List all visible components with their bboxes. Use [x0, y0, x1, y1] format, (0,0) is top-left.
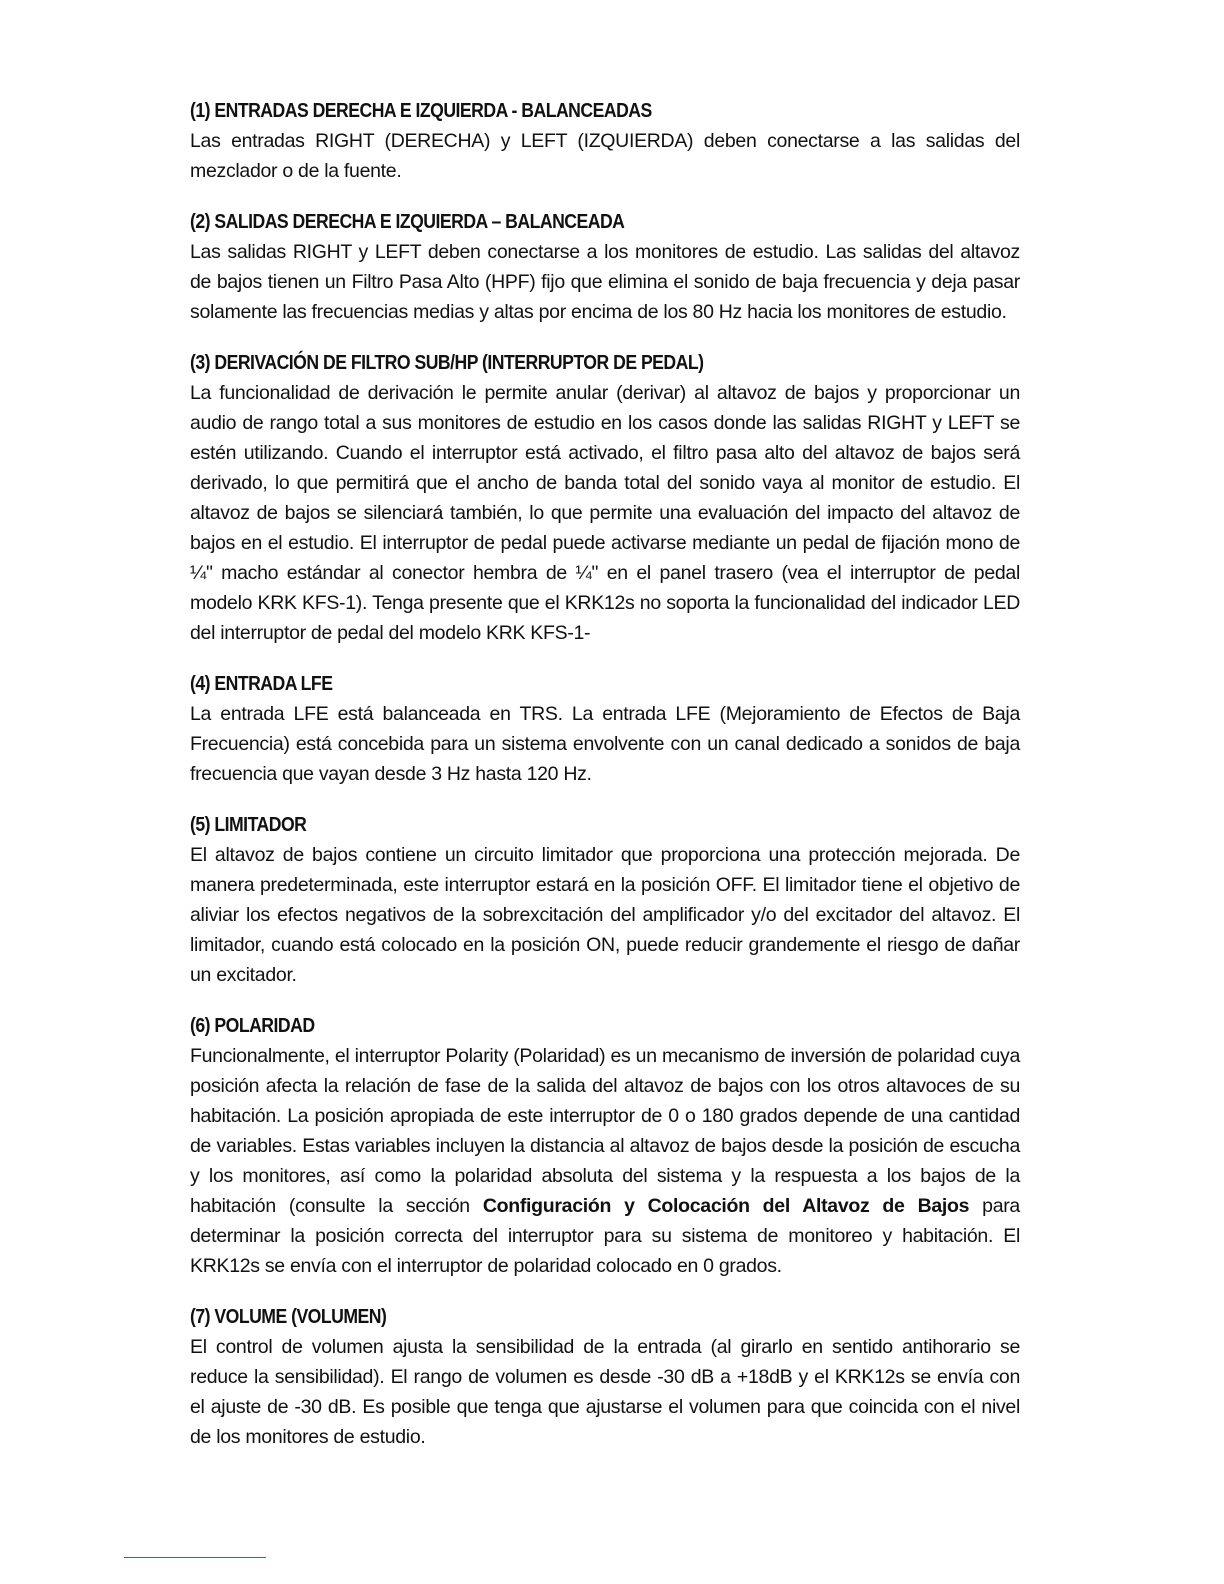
section-body: El altavoz de bajos contiene un circuito limitador que proporciona una protección mejorada. De manera predeterminada, este interruptor estará en la posición OFF. El limitador tiene el objetivo de aliviar los efectos negativos de la sobrexcitación del amplificador y/o del excitador del altavoz. El limitador, cuando está colocado en la posición ON, puede reducir grandemente el riesgo de dañar un excitador.	[190, 844, 1020, 986]
section-body: Las salidas RIGHT y LEFT deben conectarse a los monitores de estudio. Las salidas del altavoz de bajos tienen un Filtro Pasa Alto (HPF) fijo que elimina el sonido de baja frecuencia y deja pasar solamente las frecuencias medias y altas por encima de los 80 Hz hacia los monitores de estudio.	[190, 241, 1020, 323]
section-body: Las entradas RIGHT (DERECHA) y LEFT (IZQUIERDA) deben conectarse a las salidas del mezclador o de la fuente.	[190, 130, 1020, 182]
footnote-divider	[124, 1557, 266, 1558]
section-heading: (7) VOLUME (VOLUMEN)	[190, 1305, 387, 1328]
section-body	[190, 1041, 1020, 1281]
section-body: El control de volumen ajusta la sensibilidad de la entrada (al girarlo en sentido antihorario se reduce la sensibilidad). El rango de volumen es desde -30 dB a +18dB y el KRK12s se envía con el ajuste de -30 dB. Es posible que tenga que ajustarse el volumen para que coincida con el nivel de los monitores de estudio.	[190, 1336, 1020, 1448]
section-polaridad	[190, 1011, 1020, 1281]
section-entradas	[190, 96, 1020, 186]
document-page	[190, 96, 1020, 1473]
section-reference-link-text: Configuración y Colocación del Altavoz de Bajos	[482, 1195, 970, 1217]
section-entrada-lfe	[190, 669, 1020, 789]
body-text-after: para determinar la posición correcta del interruptor para su sistema de monitoreo y habitación. El KRK12s se envía con el interruptor de polaridad colocado en 0 grados.	[190, 1195, 1020, 1277]
section-salidas	[190, 207, 1020, 327]
section-heading: (2) SALIDAS DERECHA E IZQUIERDA – BALANCEADA	[190, 210, 625, 233]
section-heading: (5) LIMITADOR	[190, 813, 307, 836]
section-body: La funcionalidad de derivación le permite anular (derivar) al altavoz de bajos y proporcionar un audio de rango total a sus monitores de estudio en los casos donde las salidas RIGHT y LEFT se estén utilizando. Cuando el interruptor está activado, el filtro pasa alto del altavoz de bajos será derivado, lo que permitirá que el ancho de banda total del sonido vaya al monitor de estudio. El altavoz de bajos se silenciará también, lo que permite una evaluación del impacto del altavoz de bajos en el estudio. El interruptor de pedal puede activarse mediante un pedal de fijación mono de ¼" macho estándar al conector hembra de ¼" en el panel trasero (vea el interruptor de pedal modelo KRK KFS-1). Tenga presente que el KRK12s no soporta la funcionalidad del indicador LED del interruptor de pedal del modelo KRK KFS-1-	[190, 382, 1020, 644]
section-derivacion	[190, 348, 1020, 648]
section-heading: (3) DERIVACIÓN DE FILTRO SUB/HP (INTERRUPTOR DE PEDAL)	[190, 351, 704, 374]
body-text-before: Funcionalmente, el interruptor Polarity (Polaridad) es un mecanismo de inversión de polaridad cuya posición afecta la relación de fase de la salida del altavoz de bajos con los otros altavoces de su habitación. La posición apropiada de este interruptor de 0 o 180 grados depende de una cantidad de variables. Estas variables incluyen la distancia al altavoz de bajos desde la posición de escucha y los monitores, así como la polaridad absoluta del sistema y la respuesta a los bajos de la habitación (consulte la sección	[190, 1045, 1020, 1217]
section-heading: (1) ENTRADAS DERECHA E IZQUIERDA - BALANCEADAS	[190, 99, 652, 122]
section-heading: (6) POLARIDAD	[190, 1014, 315, 1037]
section-volume	[190, 1302, 1020, 1452]
section-limitador	[190, 810, 1020, 990]
section-heading: (4) ENTRADA LFE	[190, 672, 333, 695]
section-body: La entrada LFE está balanceada en TRS. La entrada LFE (Mejoramiento de Efectos de Baja Frecuencia) está concebida para un sistema envolvente con un canal dedicado a sonidos de baja frecuencia que vayan desde 3 Hz hasta 120 Hz.	[190, 703, 1020, 785]
